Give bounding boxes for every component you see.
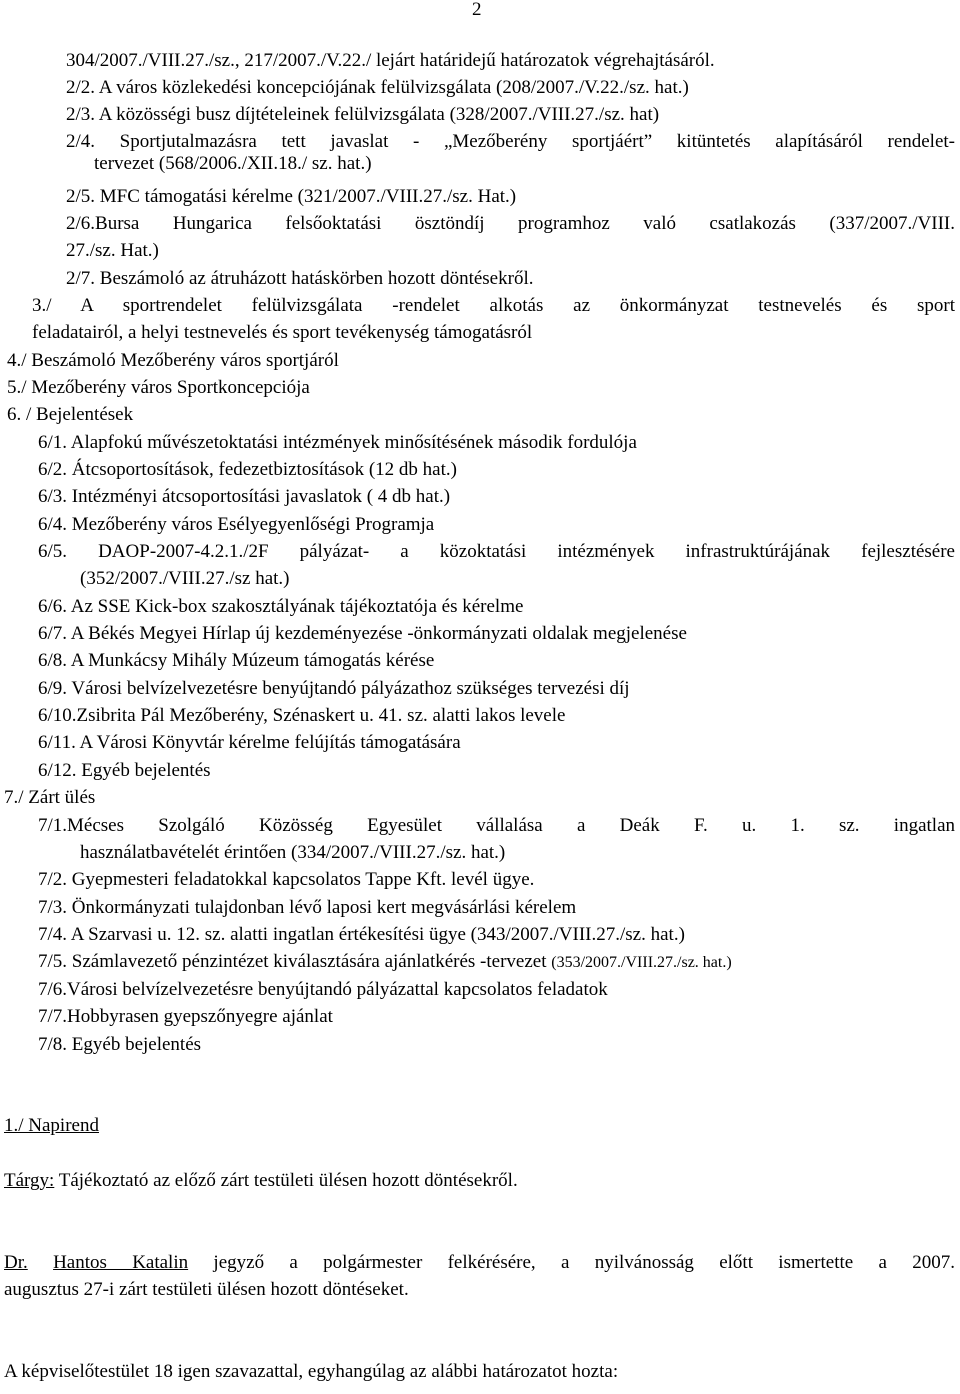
agenda-line: 7/7.Hobbyrasen gyepszőnyegre ajánlat: [38, 1006, 333, 1027]
agenda-line: 7/8. Egyéb bejelentés: [38, 1034, 202, 1055]
speaker-title: Dr.: [4, 1252, 28, 1273]
agenda-line: 3./ A sportrendelet felülvizsgálata -rendelet alkotás az önkormányzat testnevelés és sport: [32, 295, 955, 316]
agenda-line: 6/3. Intézményi átcsoportosítási javaslatok ( 4 db hat.): [38, 486, 451, 507]
intro-paragraph-line1: [4, 1252, 955, 1274]
agenda-line: 6/5. DAOP-2007-4.2.1./2F pályázat- a közoktatási intézmények infrastruktúrájának fejlesztésére: [38, 541, 955, 562]
agenda-line: 6. / Bejelentések: [7, 404, 134, 425]
agenda-line: 6/7. A Békés Megyei Hírlap új kezdeményezése -önkormányzati oldalak megjelenése: [38, 623, 687, 644]
agenda-line: 7/4. A Szarvasi u. 12. sz. alatti ingatlan értékesítési ügye (343/2007./VIII.27./sz. hat.): [38, 924, 685, 945]
agenda-line: 6/10.Zsibrita Pál Mezőberény, Szénaskert u. 41. sz. alatti lakos levele: [38, 705, 566, 726]
subject-line: [4, 1170, 518, 1192]
page-number: 2: [472, 0, 482, 20]
agenda-line: használatbavételét érintően (334/2007./VIII.27./sz. hat.): [80, 842, 506, 863]
agenda-line: 6/4. Mezőberény város Esélyegyenlőségi Programja: [38, 514, 435, 535]
agenda-line: (352/2007./VIII.27./sz hat.): [80, 568, 290, 589]
agenda-line: 4./ Beszámoló Mezőberény város sportjáról: [7, 350, 339, 371]
agenda-line: 5./ Mezőberény város Sportkoncepciója: [7, 377, 310, 398]
agenda-line: 6/11. A Városi Könyvtár kérelme felújítás támogatására: [38, 732, 461, 753]
agenda-line: 7./ Zárt ülés: [4, 787, 96, 808]
agenda-line: 7/2. Gyepmesteri feladatokkal kapcsolatos Tappe Kft. levél ügye.: [38, 869, 535, 890]
agenda-line: 304/2007./VIII.27./sz., 217/2007./V.22./ lejárt határidejű határozatok végrehajtásáról.: [66, 50, 715, 71]
agenda-line: feladatairól, a helyi testnevelés és sport tevékenység támogatásról: [32, 322, 533, 343]
agenda-line: tervezet (568/2006./XII.18./ sz. hat.): [94, 153, 372, 174]
intro-paragraph-line2: augusztus 27-i zárt testületi ülésen hozott döntéseket.: [4, 1279, 409, 1300]
agenda-line: 2/6.Bursa Hungarica felsőoktatási ösztöndíj programhoz való csatlakozás (337/2007./VIII.: [66, 213, 955, 234]
agenda-line: 6/8. A Munkácsy Mihály Múzeum támogatás kérése: [38, 650, 435, 671]
speaker-name: Hantos Katalin: [53, 1252, 189, 1273]
agenda-line-7-5-title: 7/5. Számlavezető pénzintézet kiválasztására ajánlatkérés -tervezet: [38, 951, 547, 972]
agenda-line: 2/2. A város közlekedési koncepciójának felülvizsgálata (208/2007./V.22./sz. hat.): [66, 77, 689, 98]
agenda-line: 6/9. Városi belvízelvezetésre benyújtandó pályázathoz szükséges tervezési díj: [38, 678, 630, 699]
agenda-line: 2/7. Beszámoló az átruházott hatáskörben hozott döntésekről.: [66, 268, 534, 289]
agenda-line: 6/6. Az SSE Kick-box szakosztályának tájékoztatója és kérelme: [38, 596, 524, 617]
agenda-line: 27./sz. Hat.): [66, 240, 159, 261]
agenda-line: 7/6.Városi belvízelvezetésre benyújtandó pályázattal kapcsolatos feladatok: [38, 979, 608, 1000]
agenda-line: 2/5. MFC támogatási kérelme (321/2007./VIII.27./sz. Hat.): [66, 186, 517, 207]
decision-line: A képviselőtestület 18 igen szavazattal, egyhangúlag az alábbi határozatot hozta:: [4, 1361, 619, 1382]
agenda-line: 7/1.Mécses Szolgáló Közösség Egyesület vállalása a Deák F. u. 1. sz. ingatlan: [38, 815, 955, 836]
agenda-line: 6/1. Alapfokú művészetoktatási intézmények minősítésének második fordulója: [38, 432, 637, 453]
intro-text: jegyző a polgármester felkérésére, a nyilvánosság előtt ismertette a 2007.: [188, 1252, 955, 1273]
agenda-line: 2/4. Sportjutalmazásra tett javaslat - „Mezőberény sportjáért” kitüntetés alapításáról rendelet-: [66, 131, 955, 152]
agenda-line-7-5: [38, 951, 732, 974]
agenda-line: 6/12. Egyéb bejelentés: [38, 760, 211, 781]
agenda-line: 6/2. Átcsoportosítások, fedezetbiztosítások (12 db hat.): [38, 459, 457, 480]
subject-label: Tárgy:: [4, 1170, 55, 1191]
section-heading: 1./ Napirend: [4, 1115, 99, 1136]
agenda-line: 2/3. A közösségi busz díjtételeinek felülvizsgálata (328/2007./VIII.27./sz. hat): [66, 104, 660, 125]
agenda-line-7-5-ref: (353/2007./VIII.27./sz. hat.): [551, 954, 732, 971]
agenda-line: 7/3. Önkormányzati tulajdonban lévő laposi kert megvásárlási kérelem: [38, 897, 577, 918]
subject-text: Tájékoztató az előző zárt testületi ülésen hozott döntésekről.: [54, 1170, 518, 1191]
